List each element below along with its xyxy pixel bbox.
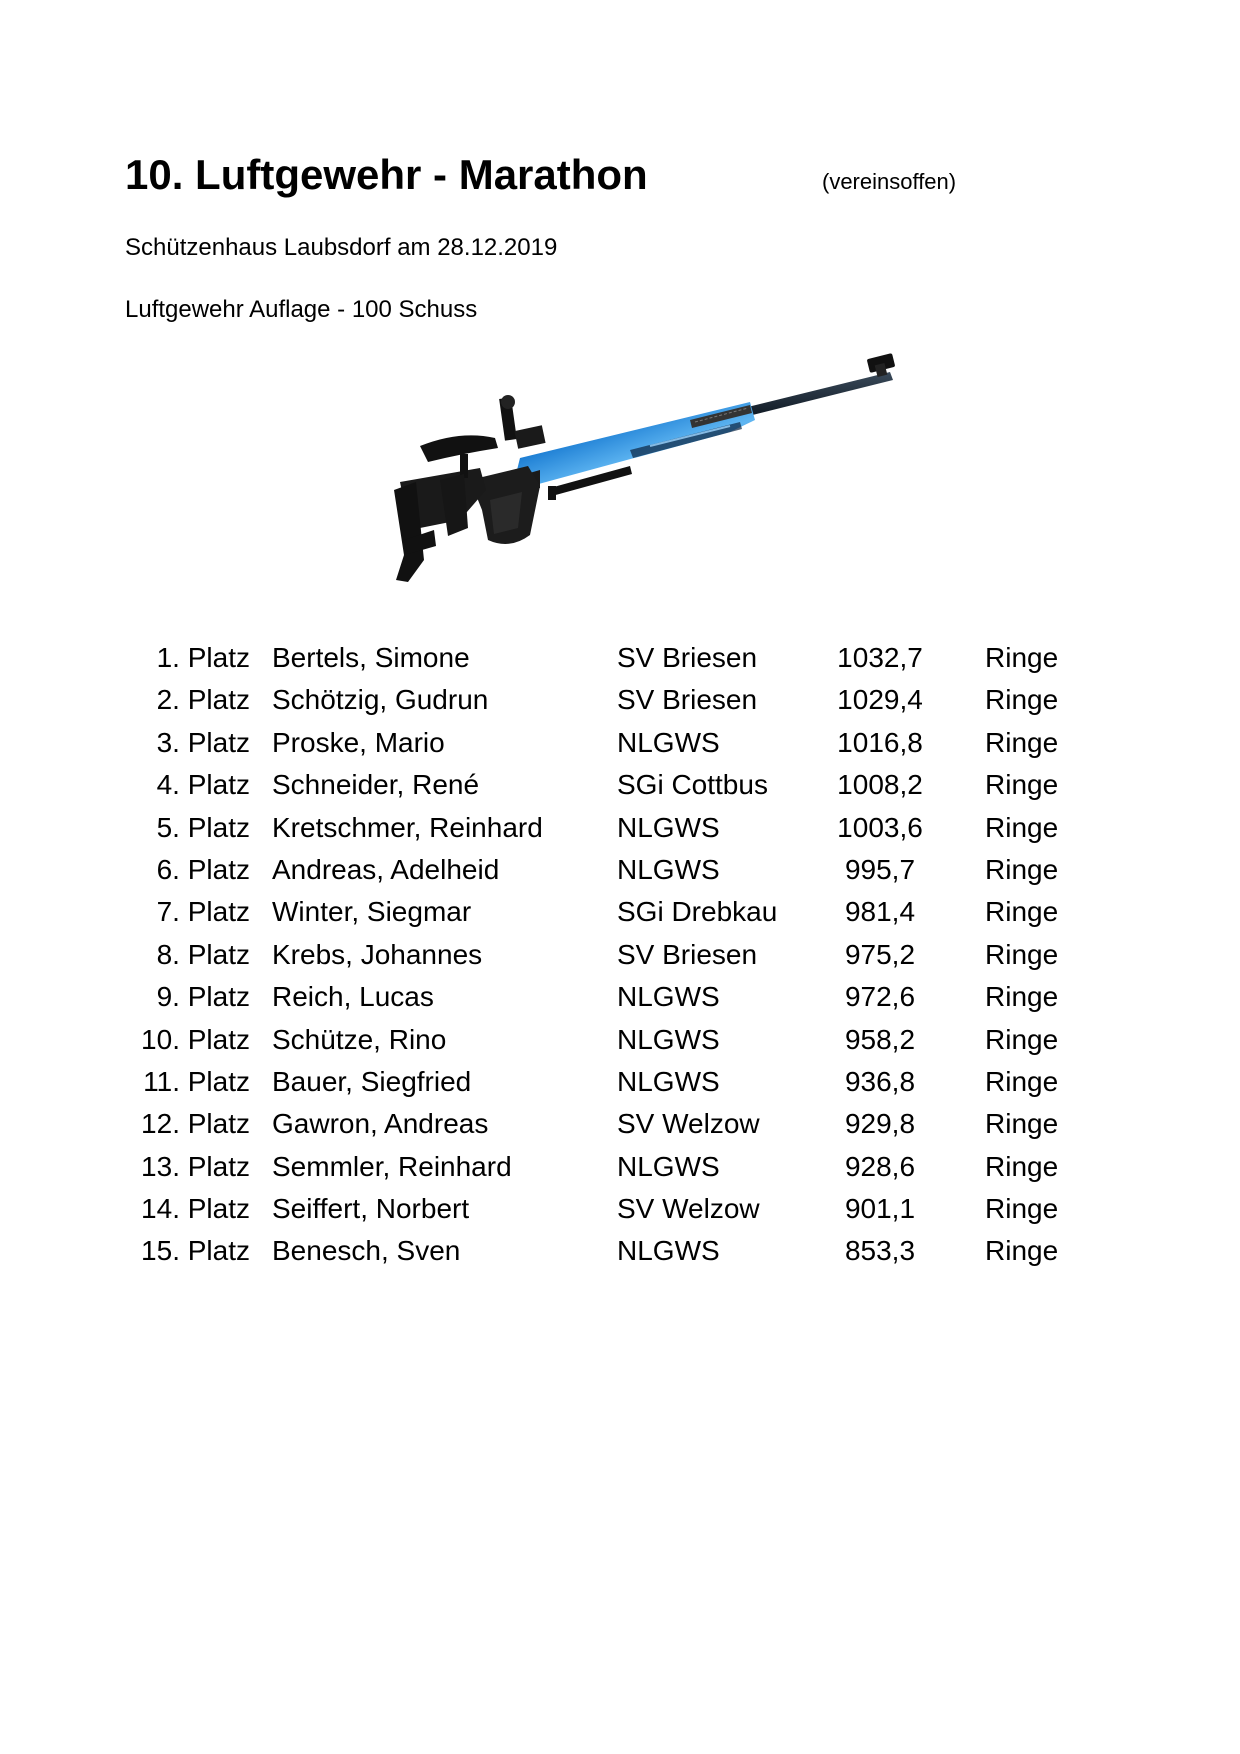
- place: 3. Platz: [156, 726, 250, 758]
- club: NLGWS: [617, 1065, 720, 1097]
- place: 5. Platz: [156, 811, 250, 843]
- score: 975,2: [844, 938, 916, 970]
- club: SV Welzow: [617, 1108, 760, 1140]
- club: NLGWS: [617, 981, 720, 1013]
- event-discipline: Luftgewehr Auflage - 100 Schuss: [125, 296, 478, 323]
- score: 928,6: [844, 1150, 916, 1182]
- place: 10. Platz: [141, 1023, 250, 1055]
- shooter-name: Gawron, Andreas: [272, 1108, 489, 1140]
- score: 1016,8: [837, 726, 923, 758]
- club: NLGWS: [617, 726, 720, 758]
- score-unit: Ringe: [985, 896, 1059, 928]
- club: NLGWS: [617, 811, 720, 843]
- shooter-name: Schötzig, Gudrun: [272, 684, 489, 716]
- shooter-name: Andreas, Adelheid: [272, 853, 500, 885]
- place: 14. Platz: [141, 1193, 250, 1225]
- score: 929,8: [844, 1108, 916, 1140]
- club: NLGWS: [617, 853, 720, 885]
- club: SGi Drebkau: [617, 896, 778, 928]
- place: 4. Platz: [156, 769, 250, 801]
- place: 11. Platz: [143, 1065, 250, 1097]
- result-row: [0, 764, 1240, 806]
- place: 12. Platz: [141, 1108, 250, 1140]
- result-row: [0, 637, 1240, 679]
- result-row: [0, 1146, 1240, 1188]
- title-note: (vereinsoffen): [822, 169, 957, 194]
- score: 1003,6: [837, 811, 923, 843]
- score: 1029,4: [837, 684, 923, 716]
- score-unit: Ringe: [985, 853, 1059, 885]
- shooter-name: Benesch, Sven: [272, 1235, 461, 1267]
- event-location-date: Schützenhaus Laubsdorf am 28.12.2019: [125, 234, 558, 261]
- score: 958,2: [844, 1023, 916, 1055]
- place: 2. Platz: [156, 684, 250, 716]
- place: 1. Platz: [156, 642, 250, 673]
- score-unit: Ringe: [985, 726, 1059, 758]
- result-row: [0, 722, 1240, 764]
- club: SV Welzow: [617, 1193, 760, 1225]
- score: 1032,7: [837, 642, 923, 673]
- result-row: [0, 1019, 1240, 1061]
- place: 9. Platz: [156, 981, 250, 1013]
- score-unit: Ringe: [985, 938, 1059, 970]
- shooter-name: Krebs, Johannes: [272, 938, 483, 970]
- score: 972,6: [844, 981, 916, 1013]
- shooter-name: Schütze, Rino: [272, 1023, 447, 1055]
- score: 936,8: [844, 1065, 916, 1097]
- club: NLGWS: [617, 1023, 720, 1055]
- result-row: [0, 807, 1240, 849]
- result-row: [0, 891, 1240, 933]
- place: 13. Platz: [141, 1150, 250, 1182]
- air-rifle-icon: [390, 350, 920, 590]
- place: 8. Platz: [156, 938, 250, 970]
- club: SV Briesen: [617, 642, 758, 673]
- result-row: [0, 1103, 1240, 1145]
- results-table: [0, 637, 1240, 1273]
- result-row: [0, 849, 1240, 891]
- result-row: [0, 1230, 1240, 1272]
- place: 15. Platz: [141, 1235, 250, 1267]
- score-unit: Ringe: [985, 1108, 1059, 1140]
- shooter-name: Bertels, Simone: [272, 642, 470, 673]
- result-row: [0, 679, 1240, 721]
- score-unit: Ringe: [985, 642, 1059, 673]
- score-unit: Ringe: [985, 1023, 1059, 1055]
- score-unit: Ringe: [985, 769, 1059, 801]
- shooter-name: Seiffert, Norbert: [272, 1193, 470, 1225]
- result-row: [0, 934, 1240, 976]
- result-row: [0, 1188, 1240, 1230]
- club: NLGWS: [617, 1235, 720, 1267]
- shooter-name: Winter, Siegmar: [272, 896, 472, 928]
- page-title: 10. Luftgewehr - Marathon: [125, 151, 648, 198]
- shooter-name: Kretschmer, Reinhard: [272, 811, 543, 843]
- place: 6. Platz: [156, 853, 250, 885]
- score-unit: Ringe: [985, 1235, 1059, 1267]
- club: NLGWS: [617, 1150, 720, 1182]
- score-unit: Ringe: [985, 684, 1059, 716]
- shooter-name: Schneider, René: [272, 769, 480, 801]
- score: 901,1: [844, 1193, 916, 1225]
- shooter-name: Proske, Mario: [272, 726, 445, 758]
- shooter-name: Bauer, Siegfried: [272, 1065, 472, 1097]
- shooter-name: Reich, Lucas: [272, 981, 434, 1013]
- result-row: [0, 976, 1240, 1018]
- shooter-name: Semmler, Reinhard: [272, 1150, 512, 1182]
- score: 981,4: [844, 896, 916, 928]
- place: 7. Platz: [156, 896, 250, 928]
- result-row: [0, 1061, 1240, 1103]
- score-unit: Ringe: [985, 1150, 1059, 1182]
- score-unit: Ringe: [985, 981, 1059, 1013]
- club: SV Briesen: [617, 938, 758, 970]
- score-unit: Ringe: [985, 811, 1059, 843]
- club: SV Briesen: [617, 684, 758, 716]
- score-unit: Ringe: [985, 1065, 1059, 1097]
- club: SGi Cottbus: [617, 769, 768, 801]
- score: 995,7: [844, 853, 916, 885]
- score: 853,3: [844, 1235, 916, 1267]
- score: 1008,2: [837, 769, 923, 801]
- score-unit: Ringe: [985, 1193, 1059, 1225]
